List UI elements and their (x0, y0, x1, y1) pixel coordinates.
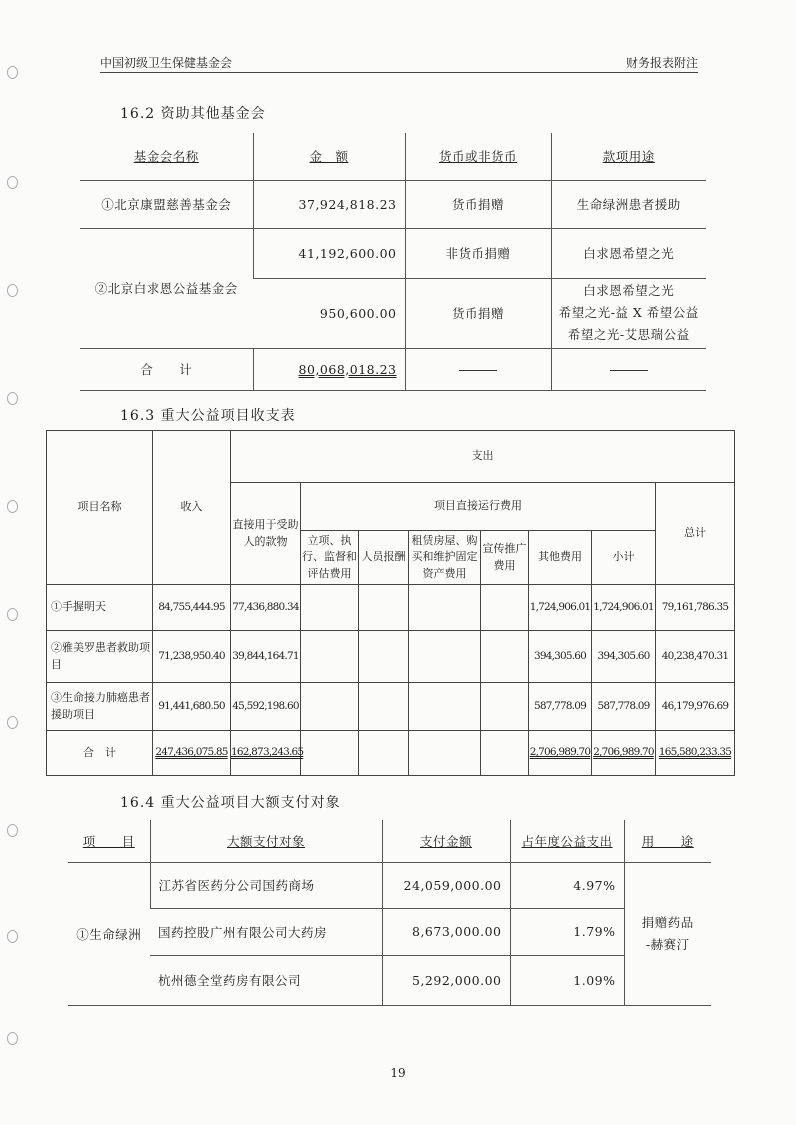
grant-type: 货币捐赠 (405, 180, 551, 228)
header-org: 中国初级卫生保健基金会 (100, 56, 233, 70)
header-foundation: 基金会名称 (80, 133, 253, 180)
grant-type: 货币捐赠 (405, 278, 551, 348)
header-type: 货币或非货币 (405, 133, 551, 180)
binder-hole (7, 176, 18, 189)
binder-hole (7, 824, 18, 837)
pay-use-line: 捐赠药品 (641, 914, 694, 930)
pay-amount: 8,673,000.00 (382, 908, 510, 955)
sum-subtotal: 2,706,989.70 (593, 746, 654, 759)
header-use: 用 途 (624, 820, 711, 862)
header-c2: 人员报酬 (359, 531, 409, 585)
header-c1: 立项、执行、监督和评估费用 (301, 531, 359, 585)
pay-amount: 5,292,000.00 (382, 955, 510, 1005)
grant-amount: 37,924,818.23 (253, 180, 405, 228)
binder-hole (7, 1032, 18, 1045)
total-label: 合 计 (80, 348, 253, 390)
table-row (47, 585, 735, 631)
table-row (68, 908, 711, 955)
income: 84,755,444.95 (153, 585, 231, 631)
section-16-3-title: 16.3 重大公益项目收支表 (120, 408, 296, 424)
header-amount: 金 额 (253, 133, 405, 180)
section-16-4-title: 16.4 重大公益项目大额支付对象 (120, 795, 341, 811)
header-c4: 宣传推广费用 (481, 531, 529, 585)
header-doc: 财务报表附注 (625, 56, 698, 70)
row-total: 40,238,470.31 (656, 631, 735, 683)
binder-hole (7, 66, 18, 79)
grant-use (551, 278, 706, 348)
large-payee-table (68, 820, 711, 1006)
direct: 45,592,198.60 (231, 683, 301, 731)
binder-hole (7, 500, 18, 513)
binder-hole (7, 608, 18, 621)
row-total: 46,179,976.69 (656, 683, 735, 731)
project-income-expense-table (46, 430, 735, 776)
sum-direct: 162,873,243.65 (231, 746, 304, 759)
payee: 江苏省医药分公司国药商场 (150, 862, 382, 908)
header-project-name: 项目名称 (47, 431, 153, 585)
header-c3: 租赁房屋、购买和维护固定资产费用 (409, 531, 481, 585)
foundation-name: ②北京白求恩公益基金会 (80, 228, 253, 348)
foundation-name: ①北京康盟慈善基金会 (80, 180, 253, 228)
row-total: 79,161,786.35 (656, 585, 735, 631)
binder-hole (7, 392, 18, 405)
total-amount: 80,068,018.23 (298, 361, 397, 377)
page-number: 19 (390, 1066, 406, 1080)
other-cost: 394,305.60 (529, 631, 592, 683)
header-direct: 直接用于受助人的款物 (231, 483, 301, 585)
binder-hole (7, 716, 18, 729)
header-use: 款项用途 (551, 133, 706, 180)
foundation-grants-table (80, 133, 706, 391)
sum-other: 2,706,989.70 (529, 746, 591, 759)
dash-cell (551, 348, 706, 390)
section-16-2-title: 16.2 资助其他基金会 (120, 106, 266, 122)
project-name: ③生命接力肺癌患者援助项目 (47, 683, 153, 731)
grant-use-line: 希望之光-艾思瑞公益 (567, 327, 690, 342)
grant-amount: 41,192,600.00 (253, 228, 405, 278)
grant-amount: 950,600.00 (253, 278, 405, 348)
sum-label: 合 计 (47, 731, 153, 776)
sum-total: 165,580,233.35 (658, 746, 732, 759)
header-amount: 支付金额 (382, 820, 510, 862)
income: 71,238,950.40 (153, 631, 231, 683)
pay-amount: 24,059,000.00 (382, 862, 510, 908)
direct: 39,844,164.71 (231, 631, 301, 683)
pay-pct: 1.09% (510, 955, 624, 1005)
grant-use: 生命绿洲患者援助 (551, 180, 706, 228)
header-payee: 大额支付对象 (150, 820, 382, 862)
header-expense: 支出 (231, 431, 735, 483)
table-row (68, 955, 711, 1005)
pay-use-line: -赫赛汀 (645, 936, 690, 952)
direct: 77,436,880.34 (231, 585, 301, 631)
binder-hole (7, 930, 18, 943)
grant-type: 非货币捐赠 (405, 228, 551, 278)
header-run-costs: 项目直接运行费用 (301, 483, 656, 531)
page-header (100, 52, 698, 73)
binder-hole (7, 284, 18, 297)
table-row (47, 631, 735, 683)
income: 91,441,680.50 (153, 683, 231, 731)
header-project: 项 目 (68, 820, 150, 862)
header-income: 收入 (153, 431, 231, 585)
other-cost: 587,778.09 (529, 683, 592, 731)
project-name: ①手握明天 (47, 585, 153, 631)
project-name: ①生命绿洲 (68, 862, 150, 1005)
dash-cell (405, 348, 551, 390)
pay-use (624, 862, 711, 1005)
subtotal: 1,724,906.01 (592, 585, 656, 631)
header-total: 总计 (656, 483, 735, 585)
other-cost: 1,724,906.01 (529, 585, 592, 631)
subtotal: 587,778.09 (592, 683, 656, 731)
sum-income: 247,436,075.85 (155, 746, 228, 759)
table-row-total (47, 731, 735, 776)
pay-pct: 4.97% (510, 862, 624, 908)
payee: 国药控股广州有限公司大药房 (150, 908, 382, 955)
pay-pct: 1.79% (510, 908, 624, 955)
table-row (47, 683, 735, 731)
grant-use: 白求恩希望之光 (551, 228, 706, 278)
header-pct: 占年度公益支出 (510, 820, 624, 862)
subtotal: 394,305.60 (592, 631, 656, 683)
header-c6: 小计 (592, 531, 656, 585)
payee: 杭州德全堂药房有限公司 (150, 955, 382, 1005)
header-c5: 其他费用 (529, 531, 592, 585)
table-row (68, 862, 711, 908)
project-name: ②雅美罗患者救助项目 (47, 631, 153, 683)
grant-use-line: 希望之光-益 X 希望公益 (558, 305, 699, 320)
grant-use-line: 白求恩希望之光 (583, 283, 675, 298)
